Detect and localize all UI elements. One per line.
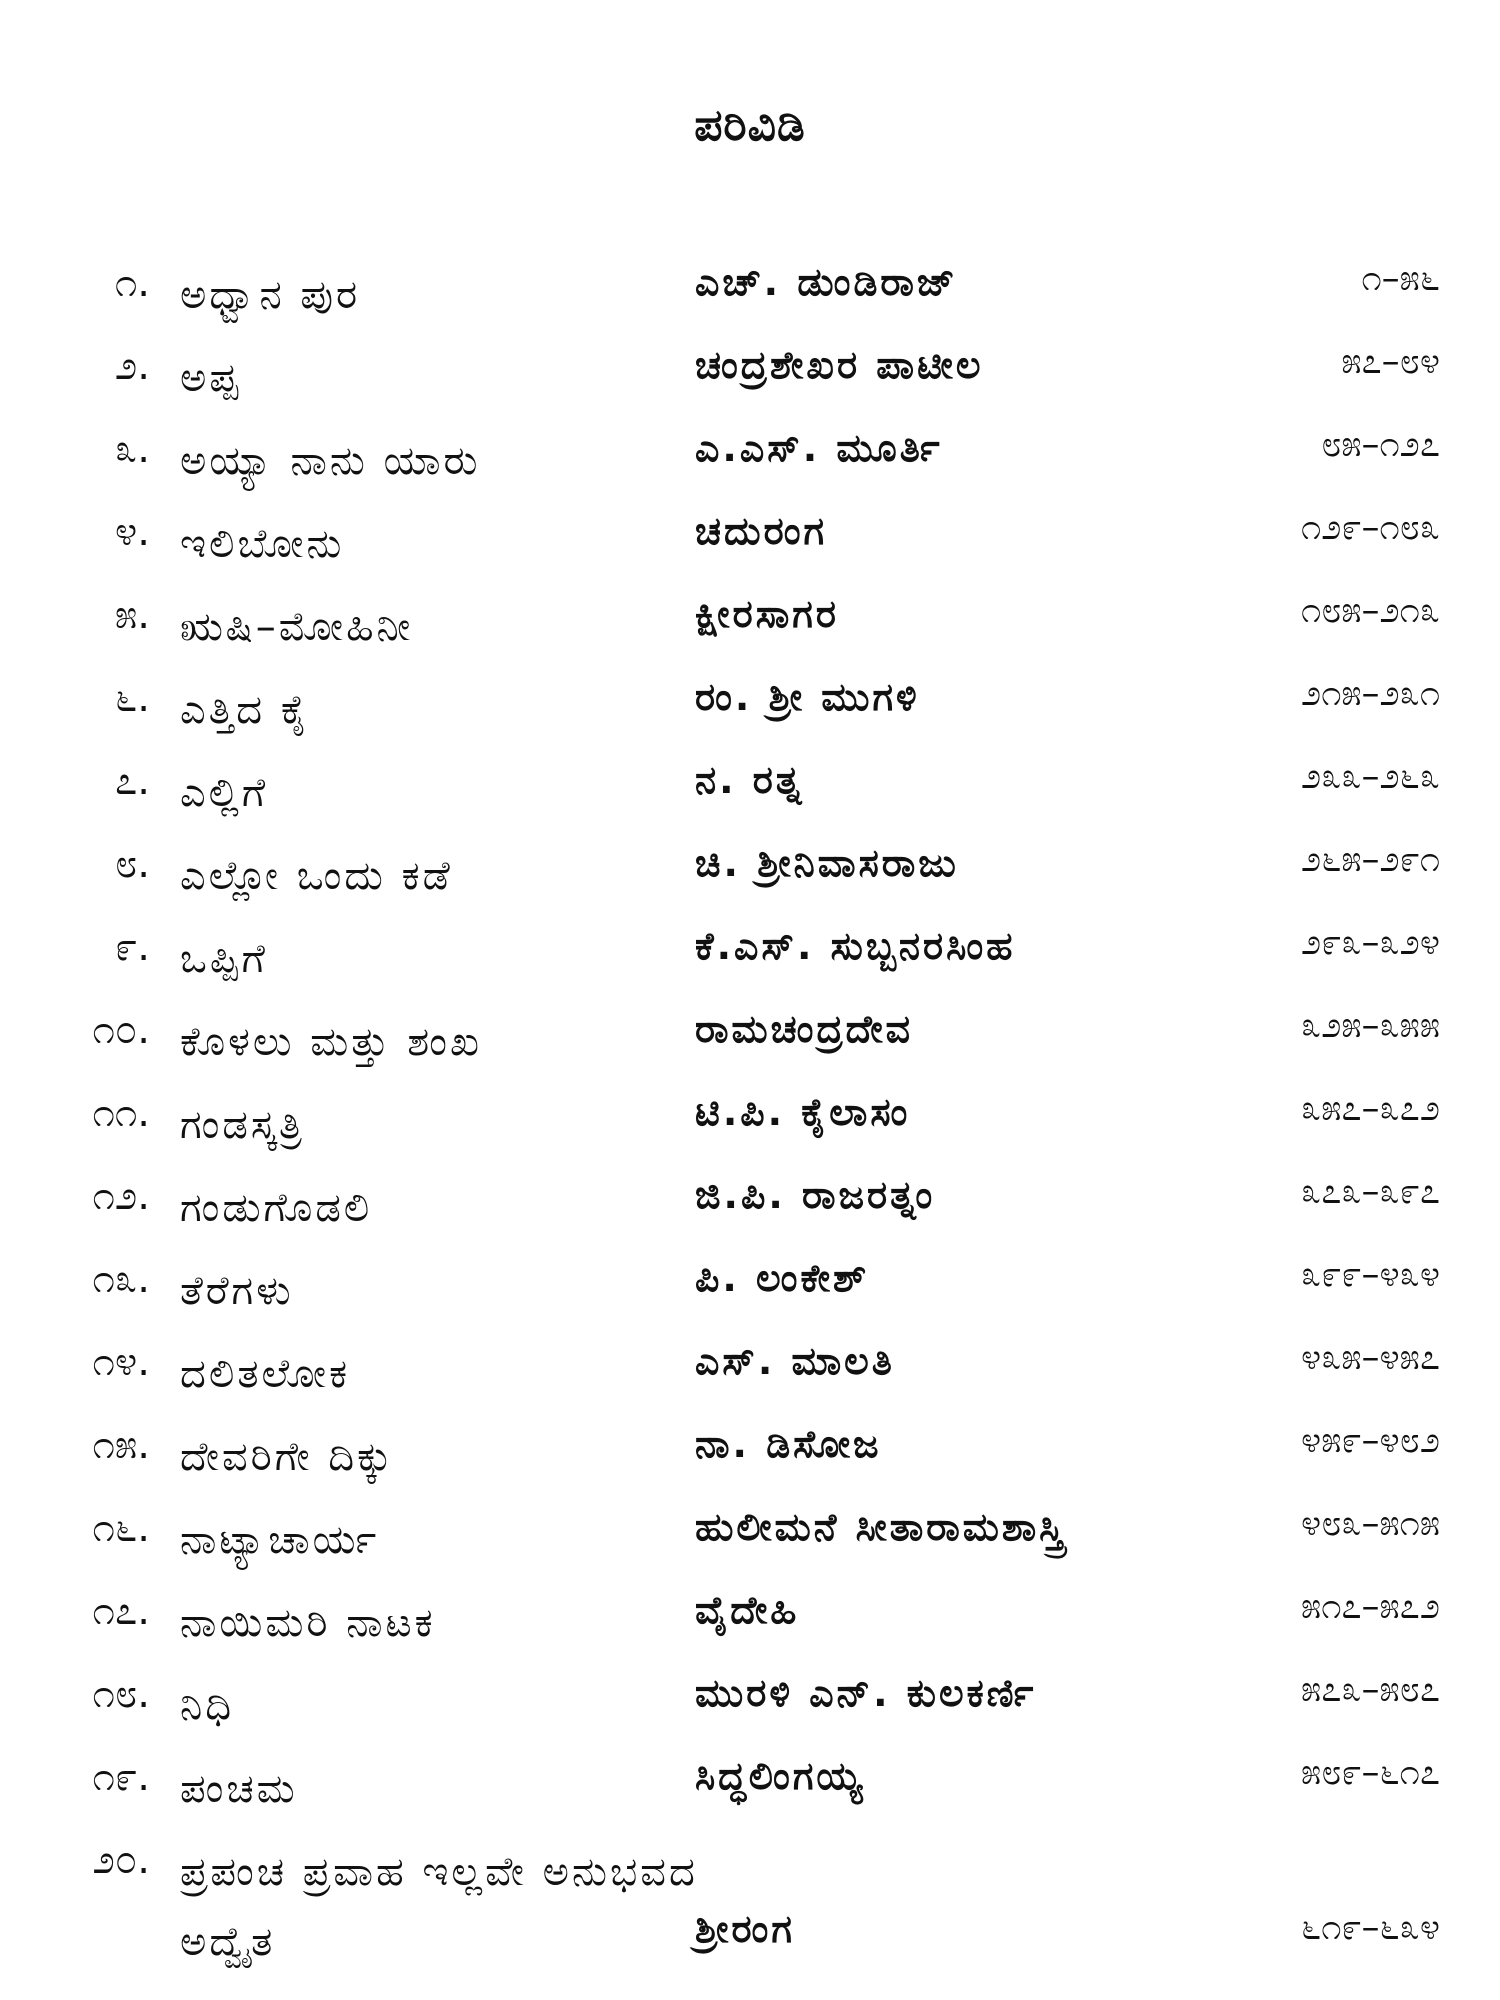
- entry-pages: ೪೩೫–೪೫೭: [1301, 1337, 1440, 1378]
- list-item: [50, 665, 1450, 748]
- entry-author: ಕ್ಷೀರಸಾಗರ: [695, 592, 839, 636]
- list-item: [50, 831, 1450, 914]
- entry-number: ೧೨.: [92, 1173, 150, 1219]
- list-item: [50, 582, 1450, 665]
- entry-author: ಚಂದ್ರಶೇಖರ ಪಾಟೀಲ: [695, 343, 984, 387]
- list-item: [50, 250, 1450, 333]
- entry-number: ೧೬.: [92, 1505, 150, 1551]
- entry-title: ಕೊಳಲು ಮತ್ತು ಶಂಖ: [180, 1019, 483, 1065]
- entry-pages: ೧–೫೬: [1361, 258, 1440, 299]
- entry-pages: ೨೬೫–೨೯೧: [1301, 839, 1440, 880]
- entry-pages: ೩೯೯–೪೩೪: [1301, 1254, 1440, 1295]
- entry-number: ೯.: [114, 924, 150, 970]
- entry-number: ೩.: [114, 426, 150, 472]
- entry-pages: ೨೩೩–೨೬೩: [1301, 756, 1440, 797]
- entry-number: ೧೦.: [92, 1007, 150, 1053]
- entry-author: ಜಿ.ಪಿ. ರಾಜರತ್ನಂ: [695, 1173, 936, 1217]
- entry-author: ಮುರಳಿ ಎನ್. ಕುಲಕರ್ಣಿ: [695, 1671, 1037, 1715]
- entry-author: ಟಿ.ಪಿ. ಕೈಲಾಸಂ: [695, 1090, 911, 1134]
- entry-title: ಗಂಡುಗೊಡಲಿ: [180, 1185, 373, 1231]
- table-of-contents: [50, 250, 1450, 1977]
- entry-pages: ೫೮೯–೬೧೭: [1301, 1752, 1440, 1793]
- entry-author: ಹುಲೀಮನೆ ಸೀತಾರಾಮಶಾಸ್ತ್ರಿ: [695, 1505, 1067, 1549]
- entry-title: ಇಲಿಬೋನು: [180, 521, 345, 567]
- entry-number: ೮.: [114, 841, 150, 887]
- list-item: [50, 1661, 1450, 1744]
- page-title: ಪರಿವಿಡಿ: [694, 100, 806, 151]
- entry-author: ರಂ. ಶ್ರೀ ಮುಗಳಿ: [695, 675, 920, 719]
- entry-number: ೧೫.: [92, 1422, 150, 1468]
- entry-pages: ೮೫–೧೨೭: [1321, 424, 1440, 465]
- list-item: [50, 416, 1450, 499]
- entry-author: ಸಿದ್ಧಲಿಂಗಯ್ಯ: [695, 1754, 866, 1798]
- entry-pages: ೫೧೭–೫೭೨: [1301, 1586, 1440, 1627]
- entry-number: ೧೮.: [92, 1671, 150, 1717]
- entry-pages: ೧೨೯–೧೮೩: [1301, 507, 1440, 548]
- entry-title: ಅಯ್ಯಾ ನಾನು ಯಾರು: [180, 438, 481, 484]
- entry-title: ಎತ್ತಿದ ಕೈ: [180, 687, 311, 733]
- entry-number: ೧೭.: [92, 1588, 150, 1634]
- entry-title: ಪ್ರಪಂಚ ಪ್ರವಾಹ ಇಲ್ಲವೇ ಅನುಭವದ ಅದ್ವೈತ: [180, 1849, 698, 1965]
- list-item: [50, 1080, 1450, 1163]
- entry-number: ೧೧.: [92, 1090, 150, 1136]
- list-item: [50, 1412, 1450, 1495]
- entry-pages: ೩೨೫–೩೫೫: [1301, 1005, 1440, 1046]
- entry-author: ವೈದೇಹಿ: [695, 1588, 800, 1632]
- entry-number: ೨೦.: [92, 1837, 150, 1883]
- entry-author: ಪಿ. ಲಂಕೇಶ್: [695, 1256, 870, 1300]
- list-item: [50, 1827, 1450, 1977]
- list-item: [50, 914, 1450, 997]
- list-item: [50, 748, 1450, 831]
- entry-author: ರಾಮಚಂದ್ರದೇವ: [695, 1007, 914, 1051]
- entry-title: ಗಂಡಸ್ಕತ್ರಿ: [180, 1102, 305, 1148]
- entry-pages: ೧೮೫–೨೧೩: [1301, 590, 1440, 631]
- entry-pages: ೬೧೯–೬೩೪: [1301, 1907, 1440, 1948]
- entry-title: ಎಲ್ಲಿಗೆ: [180, 770, 269, 816]
- entry-number: ೧೩.: [92, 1256, 150, 1302]
- entry-author: ಎ.ಎಸ್. ಮೂರ್ತಿ: [695, 426, 943, 470]
- entry-pages: ೪೫೯–೪೮೨: [1301, 1420, 1440, 1461]
- entry-number: ೧೯.: [92, 1754, 150, 1800]
- list-item: [50, 333, 1450, 416]
- list-item: [50, 1163, 1450, 1246]
- entry-number: ೫.: [114, 592, 150, 638]
- entry-title: ನಿಧಿ: [180, 1683, 235, 1729]
- entry-pages: ೩೫೭–೩೭೨: [1301, 1088, 1440, 1129]
- entry-title: ಪಂಚಮ: [180, 1766, 298, 1812]
- entry-pages: ೨೧೫–೨೩೧: [1301, 673, 1440, 714]
- entry-title: ಅಧ್ವಾನ ಪುರ: [180, 272, 361, 318]
- entry-author: ಚದುರಂಗ: [695, 509, 828, 553]
- entry-author: ಶ್ರೀರಂಗ: [695, 1907, 795, 1951]
- entry-author: ಕೆ.ಎಸ್. ಸುಬ್ಬನರಸಿಂಹ: [695, 924, 1016, 968]
- entry-number: ೬.: [114, 675, 150, 721]
- entry-pages: ೫೭೩–೫೮೭: [1301, 1669, 1440, 1710]
- entry-pages: ೫೭–೮೪: [1341, 341, 1440, 382]
- entry-title: ಅಪ್ಪ: [180, 355, 242, 401]
- entry-number: ೨.: [114, 343, 150, 389]
- entry-number: ೧೪.: [92, 1339, 150, 1385]
- list-item: [50, 997, 1450, 1080]
- entry-pages: ೩೭೩–೩೯೭: [1301, 1171, 1440, 1212]
- entry-title: ದಲಿತಲೋಕ: [180, 1351, 351, 1397]
- entry-number: ೧.: [114, 260, 150, 306]
- entry-author: ಚಿ. ಶ್ರೀನಿವಾಸರಾಜು: [695, 841, 959, 885]
- entry-title: ಋಷಿ–ಮೋಹಿನೀ: [180, 604, 414, 650]
- list-item: [50, 499, 1450, 582]
- entry-pages: ೨೯೩–೩೨೪: [1301, 922, 1440, 963]
- list-item: [50, 1495, 1450, 1578]
- list-item: [50, 1578, 1450, 1661]
- entry-author: ನ. ರತ್ನ: [695, 758, 805, 802]
- entry-number: ೪.: [114, 509, 150, 555]
- entry-author: ಎಚ್. ಡುಂಡಿರಾಜ್: [695, 260, 958, 304]
- entry-author: ನಾ. ಡಿಸೋಜ: [695, 1422, 882, 1466]
- entry-author: ಎಸ್. ಮಾಲತಿ: [695, 1339, 895, 1383]
- entry-title: ಒಪ್ಪಿಗೆ: [180, 936, 268, 982]
- list-item: [50, 1329, 1450, 1412]
- entry-title: ದೇವರಿಗೇ ದಿಕ್ಕು: [180, 1434, 395, 1480]
- list-item: [50, 1744, 1450, 1827]
- entry-title: ಎಲ್ಲೋ ಒಂದು ಕಡೆ: [180, 853, 453, 899]
- list-item: [50, 1246, 1450, 1329]
- entry-title: ನಾಟ್ಯಾಚಾರ್ಯ: [180, 1517, 380, 1563]
- entry-title: ನಾಯಿಮರಿ ನಾಟಕ: [180, 1600, 436, 1646]
- entry-title: ತೆರೆಗಳು: [180, 1268, 294, 1314]
- entry-pages: ೪೮೩–೫೧೫: [1301, 1503, 1440, 1544]
- entry-number: ೭.: [114, 758, 150, 804]
